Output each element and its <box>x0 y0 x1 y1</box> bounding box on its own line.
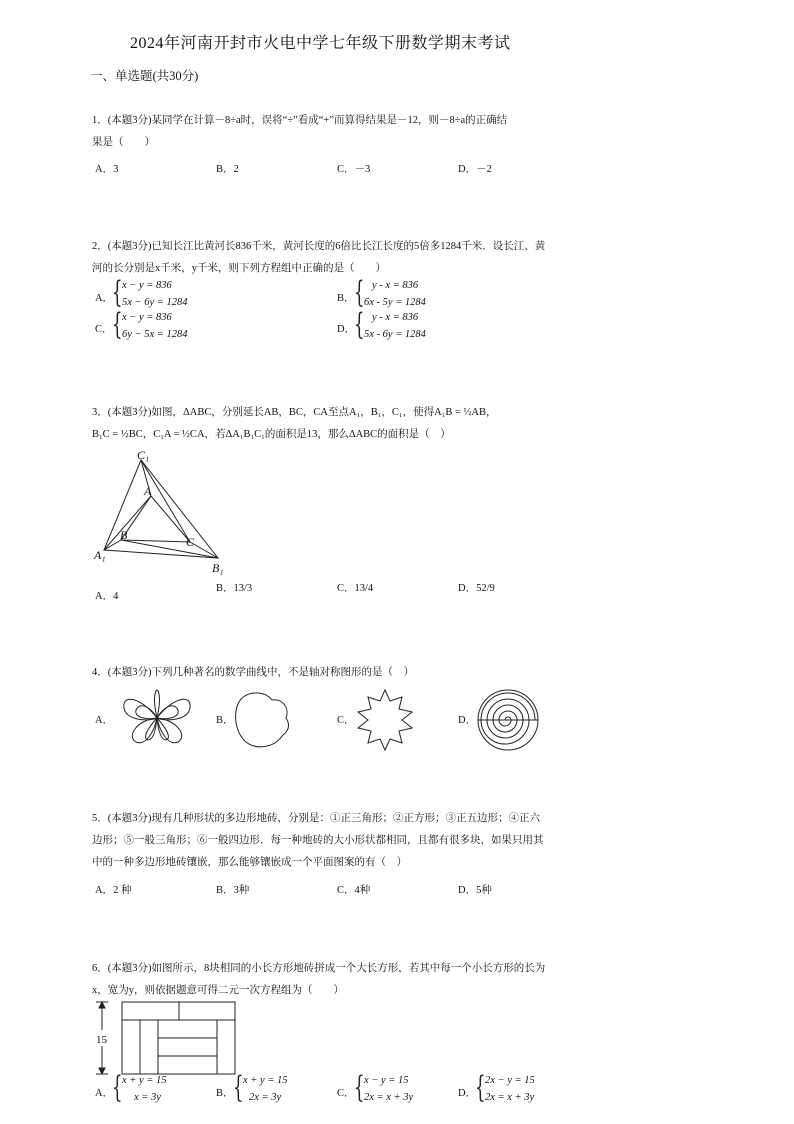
dimension-label-15: 15 <box>96 1034 107 1046</box>
q6-c-eq1: x − y = 15 <box>364 1075 409 1086</box>
brace-icon: { <box>112 307 123 342</box>
q6-option-a-system[interactable] <box>112 1070 212 1109</box>
q5-line-3: 中的一种多边形地砖镶嵌，那么能够镶嵌成一个平面图案的有（ ） <box>92 857 407 868</box>
q4-option-a-label[interactable]: A． <box>95 715 114 726</box>
brace-icon: { <box>354 275 365 310</box>
q6-b-eq1: x + y = 15 <box>243 1075 288 1086</box>
q1-option-b[interactable]: B．2 <box>216 164 239 175</box>
q4-option-b-label[interactable]: B． <box>216 715 234 726</box>
q6-option-b-label[interactable]: B． <box>216 1088 234 1099</box>
q2-d-eq1: y - x = 836 <box>372 312 419 323</box>
q2-line-2: 河的长分别是x千米，y千米，则下列方程组中正确的是（ ） <box>92 263 386 274</box>
q2-option-d-system[interactable] <box>354 307 474 346</box>
question-2-text <box>92 236 545 280</box>
brace-icon: { <box>354 1070 365 1105</box>
label-b: B <box>120 528 128 542</box>
q3-option-a[interactable]: A．4 <box>95 591 119 602</box>
q6-option-c-system[interactable] <box>354 1070 454 1109</box>
page-title: 2024年河南开封市火电中学七年级下册数学期末考试 <box>130 35 511 52</box>
q6-a-eq2: x = 3y <box>134 1092 161 1103</box>
label-c: C <box>186 535 195 549</box>
q3-option-b[interactable]: B．13/3 <box>216 583 253 594</box>
koch-snowflake-icon[interactable] <box>352 688 418 752</box>
label-c1: C₁ <box>137 448 150 462</box>
section-heading: 一、单选题(共30分) <box>90 69 199 83</box>
q6-line-2: x，宽为y，则依据题意可得二元一次方程组为（ ） <box>92 985 344 996</box>
question-3-text <box>92 402 496 446</box>
q3-line-1: 3．(本题3分)如图，ΔABC，分别延长AB，BC，CA至点A₁，B₁，C₁，使得A₁B = ½AB， <box>92 407 497 418</box>
q1-line-1: 1．(本题3分)某同学在计算－8÷a时，误将“÷”看成“+”而算得结果是－12，则－8÷a的正确结 <box>92 115 508 126</box>
q3-line-2: B₁C = ½BC，C₁A = ½CA，若ΔA₁B₁C₁的面积是13，那么ΔABC的面积是（ ） <box>92 429 451 440</box>
q6-option-d-system[interactable] <box>475 1070 575 1109</box>
q6-option-c-label[interactable]: C． <box>337 1088 355 1099</box>
label-a1: A₁ <box>94 548 106 562</box>
q5-option-d[interactable]: D．5种 <box>458 885 492 896</box>
spiral-curve-icon[interactable] <box>476 688 540 752</box>
brace-icon: { <box>354 307 365 342</box>
q6-b-eq2: 2x = 3y <box>249 1092 282 1103</box>
q2-b-eq2: 6x - 5y = 1284 <box>364 297 426 308</box>
q6-d-eq2: 2x = x + 3y <box>485 1092 535 1103</box>
cardioid-curve-icon[interactable] <box>232 690 294 750</box>
question-5-text <box>92 808 544 874</box>
q5-line-2: 边形；⑤一般三角形；⑥一般四边形．每一种地砖的大小形状都相同，且都有很多块，如果只用其 <box>92 835 544 846</box>
q1-line-2: 果是（ ） <box>92 137 155 148</box>
q5-option-c[interactable]: C．4种 <box>337 885 371 896</box>
q2-c-eq2: 6y − 5x = 1284 <box>122 329 188 340</box>
q2-option-c-system[interactable] <box>112 307 232 346</box>
triangle-figure <box>88 446 238 578</box>
butterfly-curve-icon[interactable] <box>112 688 202 750</box>
q5-line-1: 5．(本题3分)现有几种形状的多边形地砖，分别是：①正三角形；②正方形；③正五边形；④正六 <box>92 813 540 824</box>
q2-b-eq1: y - x = 836 <box>372 280 419 291</box>
q2-d-eq2: 5x - 6y = 1284 <box>364 329 426 340</box>
tiles-figure <box>92 1000 242 1076</box>
question-4-text: 4．(本题3分)下列几种著名的数学曲线中，不是轴对称图形的是（ ） <box>92 667 414 678</box>
q2-option-d-label[interactable]: D． <box>337 324 356 335</box>
q2-line-1: 2．(本题3分)已知长江比黄河长836千米，黄河长度的6倍比长江长度的5倍多1284千米．设长江、黄 <box>92 241 546 252</box>
q2-option-b-system[interactable] <box>354 275 474 314</box>
q6-option-a-label[interactable]: A． <box>95 1088 114 1099</box>
q2-option-b-label[interactable]: B． <box>337 293 355 304</box>
q3-option-c[interactable]: C．13/4 <box>337 583 374 594</box>
q6-option-d-label[interactable]: D． <box>458 1088 477 1099</box>
label-b1: B₁ <box>212 561 224 575</box>
question-6-text <box>92 958 545 1002</box>
q4-option-d-label[interactable]: D． <box>458 715 477 726</box>
label-a: A <box>144 484 152 498</box>
q2-option-c-label[interactable]: C． <box>95 324 113 335</box>
q4-option-c-label[interactable]: C． <box>337 715 355 726</box>
brace-icon: { <box>475 1070 486 1105</box>
brace-icon: { <box>112 275 123 310</box>
q6-d-eq1: 2x − y = 15 <box>485 1075 535 1086</box>
brace-icon: { <box>112 1070 123 1105</box>
q1-option-c[interactable]: C．－3 <box>337 164 371 175</box>
question-1-text <box>92 110 507 154</box>
q6-option-b-system[interactable] <box>233 1070 333 1109</box>
q2-option-a-label[interactable]: A． <box>95 293 114 304</box>
q2-c-eq1: x − y = 836 <box>122 312 172 323</box>
q6-a-eq1: x + y = 15 <box>122 1075 167 1086</box>
q2-a-eq1: x − y = 836 <box>122 280 172 291</box>
q1-option-d[interactable]: D．－2 <box>458 164 492 175</box>
q2-a-eq2: 5x − 6y = 1284 <box>122 297 188 308</box>
q3-option-d[interactable]: D．52/9 <box>458 583 495 594</box>
q5-option-b[interactable]: B．3种 <box>216 885 250 896</box>
q1-option-a[interactable]: A．3 <box>95 164 119 175</box>
q5-option-a[interactable]: A．2 种 <box>95 885 132 896</box>
q6-line-1: 6．(本题3分)如图所示，8块相同的小长方形地砖拼成一个大长方形，若其中每一个小长方形的长为 <box>92 963 546 974</box>
q2-option-a-system[interactable] <box>112 275 232 314</box>
q6-c-eq2: 2x = x + 3y <box>364 1092 414 1103</box>
brace-icon: { <box>233 1070 244 1105</box>
